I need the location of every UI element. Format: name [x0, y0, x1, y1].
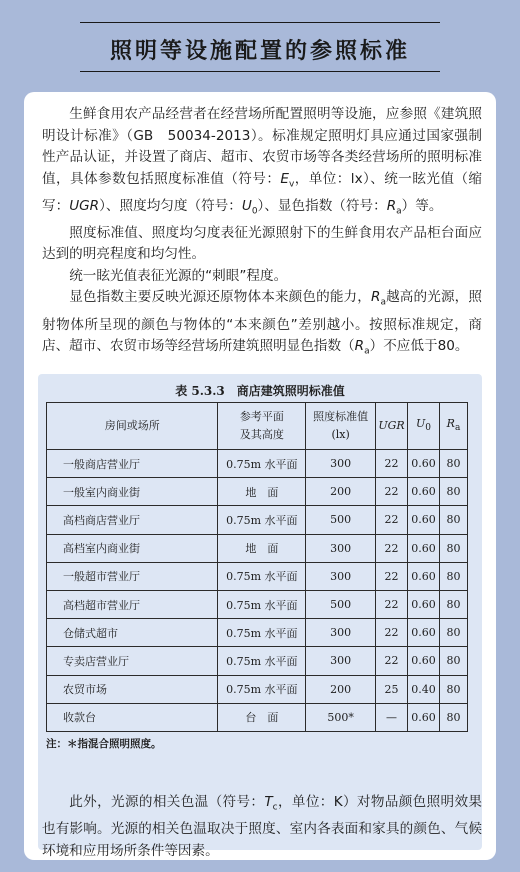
cell-place: 专卖店营业厅 [47, 647, 218, 675]
cell-ugr: 22 [376, 590, 408, 618]
ra-symbol: R [386, 197, 397, 214]
header-lux [306, 403, 376, 450]
p1-text-d: ）、显色指数（符号： [257, 197, 387, 214]
cell-place: 仓储式超市 [47, 619, 218, 647]
p4-text-b: 越高的光源，照射物体所呈现的颜色与物体的“本来颜色”差别越小。按照标准规定，商店、超市、农贸市场等经营场所建筑照明显色指数（ [42, 289, 482, 355]
cell-plane: 0.75m 水平面 [218, 675, 306, 703]
cell-place: 收款台 [47, 703, 218, 731]
table-row [47, 619, 468, 647]
header-plane [218, 403, 306, 450]
header-u0 [408, 403, 440, 450]
cell-ugr: 22 [376, 619, 408, 647]
cell-lux: 300 [306, 647, 376, 675]
cell-plane: 地 面 [218, 534, 306, 562]
ra-subscript: a [396, 206, 402, 217]
cell-place: 一般超市营业厅 [47, 562, 218, 590]
cell-ra: 80 [440, 590, 468, 618]
cell-u0: 0.60 [408, 478, 440, 506]
ev-subscript: v [288, 179, 295, 190]
cell-lux: 300 [306, 619, 376, 647]
ugr-symbol: UGR [69, 197, 100, 214]
u0-subscript: 0 [251, 206, 258, 217]
table-row [47, 478, 468, 506]
cell-ra: 80 [440, 562, 468, 590]
cell-ra: 80 [440, 647, 468, 675]
u0-symbol: U [241, 197, 252, 214]
intro-paragraph-1 [42, 104, 482, 223]
page-title: 照明等设施配置的参照标准 [109, 39, 410, 64]
cell-plane: 地 面 [218, 478, 306, 506]
table-row [47, 450, 468, 478]
tc-symbol: T [264, 794, 273, 810]
cell-plane: 0.75m 水平面 [218, 590, 306, 618]
header-ra [440, 403, 468, 450]
cell-ugr: 22 [376, 506, 408, 534]
standard-table-panel [38, 374, 482, 850]
cell-ugr: 22 [376, 534, 408, 562]
cell-lux: 300 [306, 534, 376, 562]
table-row [47, 562, 468, 590]
cell-place: 一般商店营业厅 [47, 450, 218, 478]
title-top-rule [80, 22, 440, 23]
cell-lux: 200 [306, 478, 376, 506]
header-u0-sub: 0 [425, 423, 432, 434]
table-row [47, 590, 468, 618]
cell-plane: 台 面 [218, 703, 306, 731]
header [80, 22, 440, 72]
cell-ra: 80 [440, 675, 468, 703]
content-card [24, 92, 496, 860]
header-lux-line2: (lx) [331, 428, 350, 441]
cell-u0: 0.60 [408, 506, 440, 534]
tc-subscript: c [272, 802, 278, 813]
table-row [47, 534, 468, 562]
title-bottom-rule [80, 71, 440, 72]
header-lux-line1: 照度标准值 [313, 410, 369, 423]
ra-subscript: a [364, 346, 370, 357]
cell-place: 高档超市营业厅 [47, 590, 218, 618]
table-title: 表 5.3.3 商店建筑照明标准值 [175, 384, 345, 398]
outro-text [42, 792, 482, 862]
table-header-row [47, 403, 468, 450]
ra-symbol: R [354, 338, 365, 355]
cell-plane: 0.75m 水平面 [218, 506, 306, 534]
cell-ra: 80 [440, 506, 468, 534]
cell-lux: 200 [306, 675, 376, 703]
cell-ugr: 22 [376, 450, 408, 478]
table-row [47, 506, 468, 534]
cell-u0: 0.60 [408, 562, 440, 590]
header-ra-text: R [446, 416, 455, 430]
p1-text-e: ）等。 [401, 197, 443, 214]
cell-plane: 0.75m 水平面 [218, 619, 306, 647]
header-u0-text: U [416, 416, 426, 430]
cell-lux: 500 [306, 506, 376, 534]
cell-place: 高档商店营业厅 [47, 506, 218, 534]
cell-u0: 0.40 [408, 675, 440, 703]
cell-lux: 300 [306, 450, 376, 478]
cell-u0: 0.60 [408, 647, 440, 675]
cell-ra: 80 [440, 534, 468, 562]
intro-text [42, 104, 482, 363]
cell-place: 一般室内商业街 [47, 478, 218, 506]
cell-lux: 500 [306, 590, 376, 618]
p4-text-c: ）不应低于80。 [369, 338, 469, 355]
cell-u0: 0.60 [408, 534, 440, 562]
ra-symbol: R [371, 289, 381, 306]
cell-u0: 0.60 [408, 703, 440, 731]
p1-text-a: 生鲜食用农产品经营者在经营场所配置照明等设施，应参照《建筑照明设计标准》（GB 50034-2013）。标准规定照明灯具应通过国家强制性产品认证，并设置了商店、超市、农贸市场等各类经营场所的照明标准值，具体参数包括照度标准值（符号： [42, 106, 482, 187]
header-ugr [376, 403, 408, 450]
cell-ra: 80 [440, 703, 468, 731]
header-place: 房间或场所 [47, 403, 218, 450]
cell-ugr: 25 [376, 675, 408, 703]
p4-text-a: 显色指数主要反映光源还原物体本来颜色的能力， [69, 289, 371, 306]
header-plane-line2: 及其高度 [239, 428, 284, 441]
cell-ugr: 22 [376, 647, 408, 675]
ev-symbol: E [280, 170, 289, 187]
table-row [47, 703, 468, 731]
header-ra-sub: a [454, 423, 461, 434]
table-row [47, 675, 468, 703]
cell-plane: 0.75m 水平面 [218, 450, 306, 478]
intro-paragraph-4 [42, 287, 482, 363]
cell-u0: 0.60 [408, 619, 440, 647]
intro-paragraph-3: 统一眩光值表征光源的“刺眼”程度。 [69, 267, 288, 284]
cell-place: 农贸市场 [47, 675, 218, 703]
cell-ra: 80 [440, 478, 468, 506]
cell-u0: 0.60 [408, 590, 440, 618]
cell-ugr: 22 [376, 562, 408, 590]
cell-ra: 80 [440, 450, 468, 478]
p1-text-c: ）、照度均匀度（符号： [99, 197, 242, 214]
table-note: 注：＊指混合照明照度。 [46, 738, 162, 750]
header-plane-line1: 参考平面 [239, 410, 284, 423]
cell-ra: 80 [440, 619, 468, 647]
cell-plane: 0.75m 水平面 [218, 647, 306, 675]
cell-ugr: — [376, 703, 408, 731]
cell-u0: 0.60 [408, 450, 440, 478]
cell-lux: 500* [306, 703, 376, 731]
lighting-standard-table [46, 402, 468, 732]
cell-plane: 0.75m 水平面 [218, 562, 306, 590]
cell-ugr: 22 [376, 478, 408, 506]
p1-text-b: ，单位：lx）、统一眩光值（缩写： [42, 170, 482, 214]
table-row [47, 647, 468, 675]
cell-lux: 300 [306, 562, 376, 590]
outro-text-b: ，单位：K）对物品颜色照明效果也有影响。光源的相关色温取决于照度、室内各表面和家具的颜色、气候环境和应用场所条件等因素。 [42, 794, 482, 859]
outro-text-a: 此外，光源的相关色温（符号： [69, 794, 265, 810]
cell-place: 高档室内商业街 [47, 534, 218, 562]
header-ugr-text: UGR [378, 419, 405, 432]
ra-subscript: a [380, 298, 386, 309]
outro-paragraph [42, 792, 482, 862]
intro-paragraph-2: 照度标准值、照度均匀度表征光源照射下的生鲜食用农产品柜台面应达到的明亮程度和均匀性。 [42, 224, 482, 263]
